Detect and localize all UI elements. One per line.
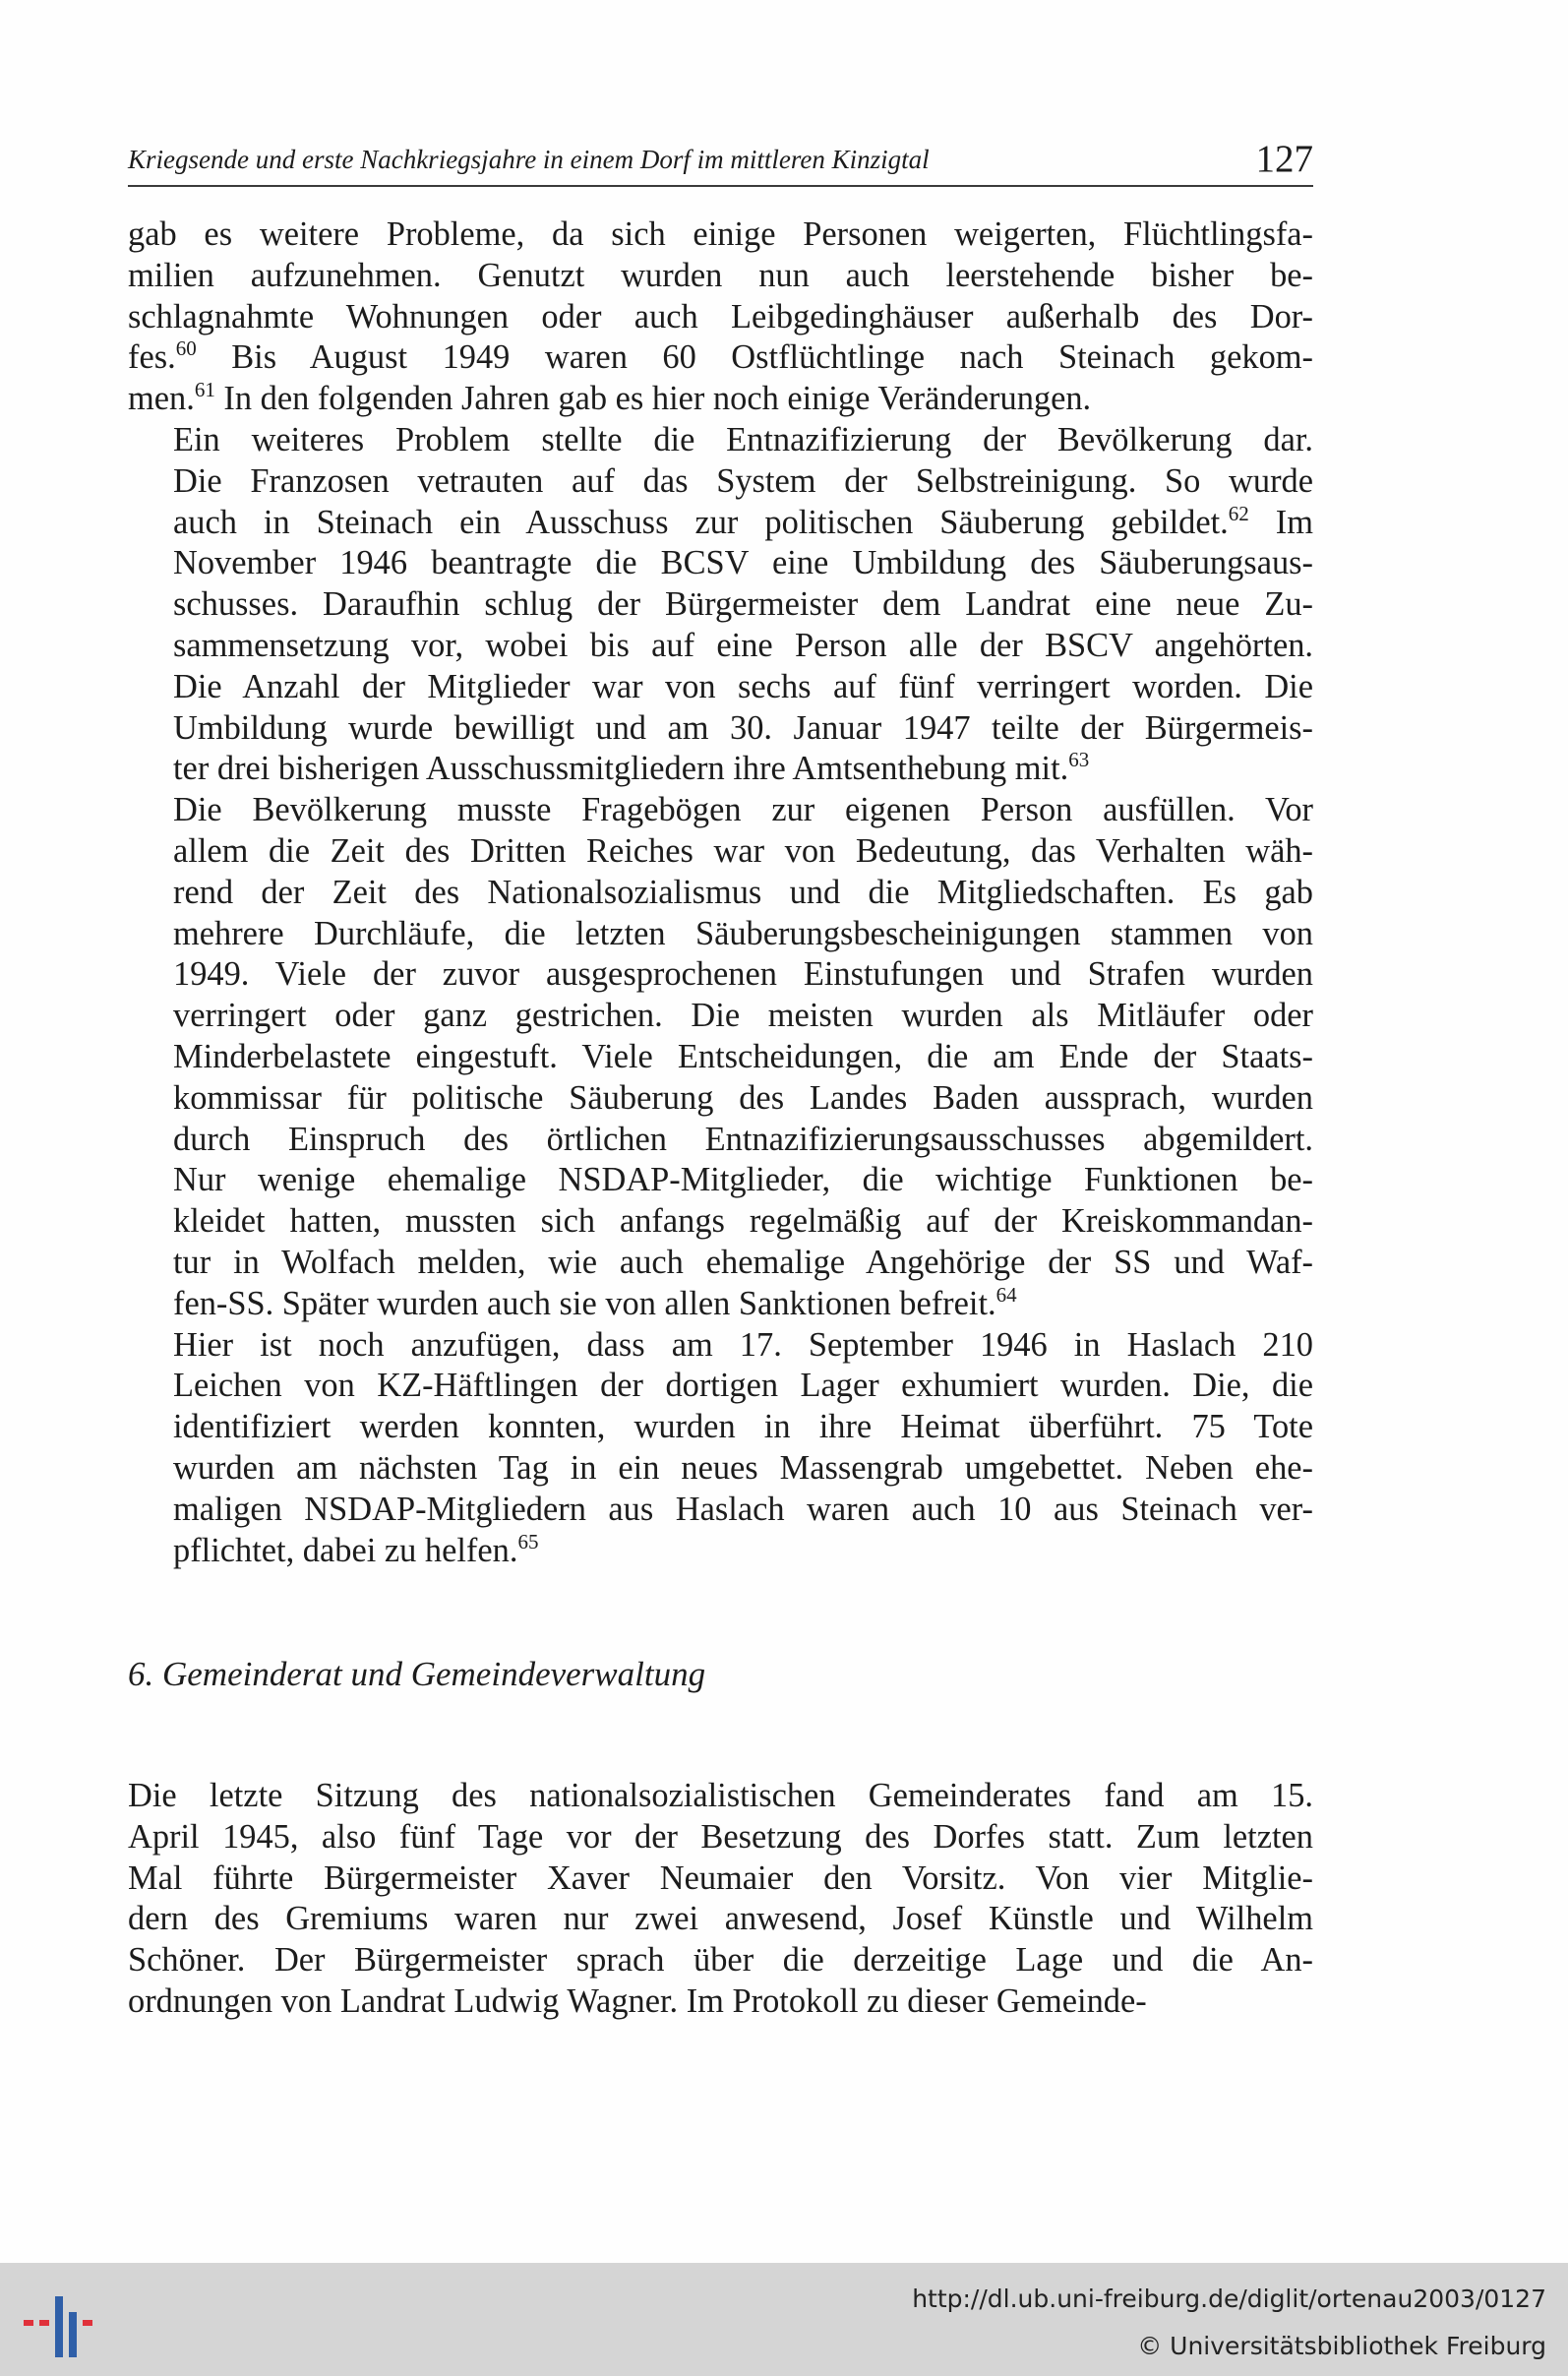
text-run: Mal führte Bürgermeister Xaver Neumaier den Vorsitz. Von vier Mitglie- [128,1858,1313,1897]
text-line [128,708,1313,750]
text-line [128,1407,1313,1448]
text-run: kommissar für politische Säuberung des Landes Baden aussprach, wurden [173,1078,1313,1117]
footnote-ref: 65 [517,1529,539,1554]
text-run: Hier ist noch anzufügen, dass am 17. September 1946 in Haslach 210 [173,1325,1313,1364]
text-line [128,297,1313,338]
text-run: verringert oder ganz gestrichen. Die meisten wurden als Mitläufer oder [173,997,1313,1035]
text-line [128,831,1313,873]
text-line [128,337,1313,379]
paragraph [128,214,1313,420]
paragraph [128,1325,1313,1572]
text-run: maligen NSDAP-Mitgliedern aus Haslach waren auch 10 aus Steinach ver- [173,1490,1313,1528]
text-run: Die letzte Sitzung des nationalsozialistischen Gemeinderates fand am 15. [128,1777,1313,1815]
text-run: Im [1248,503,1313,541]
text-line [128,1284,1313,1325]
text-line [128,1325,1313,1367]
text-run: Die Anzahl der Mitglieder war von sechs auf fünf verringert worden. Die [173,667,1313,705]
text-run: fen-SS. Später wurden auch sie von allen Sanktionen befreit. [173,1284,996,1322]
text-run: gab es weitere Probleme, da sich einige Personen weigerten, Flüchtlingsfa- [128,215,1313,253]
text-line [128,1817,1313,1858]
text-run: Minderbelastete eingestuft. Viele Entscheidungen, die am Ende der Staats- [173,1037,1313,1075]
text-run: kleidet hatten, mussten sich anfangs regelmäßig auf der Kreiskommandan- [173,1202,1313,1241]
text-run: Ein weiteres Problem stellte die Entnazifizierung der Bevölkerung dar. [173,420,1313,458]
text-run: rend der Zeit des Nationalsozialismus und die Mitgliedschaften. Es gab [173,873,1313,911]
text-line [128,1490,1313,1531]
text-line [128,1448,1313,1490]
text-line [128,1120,1313,1161]
paragraphs-after-heading [128,1776,1313,2023]
text-line [128,1037,1313,1078]
footnote-ref: 63 [1068,748,1090,772]
paragraph [128,1776,1313,2023]
text-line [128,1078,1313,1120]
running-head [128,130,1313,187]
footnote-ref: 61 [194,378,215,402]
body-text [128,214,1313,2023]
footnote-ref: 64 [995,1282,1017,1307]
text-line [128,1366,1313,1407]
paragraph [128,790,1313,1324]
text-run: milien aufzunehmen. Genutzt wurden nun auch leerstehende bisher be- [128,256,1313,294]
text-run: tur in Wolfach melden, wie auch ehemalige Angehörige der SS und Waf- [173,1243,1313,1281]
text-line [128,626,1313,667]
text-run: Die Franzosen vetrauten auf das System der Selbstreinigung. So wurde [173,461,1313,500]
text-line [128,1243,1313,1284]
text-run: ter drei bisherigen Ausschussmitgliedern ihre Amtsenthebung mit. [173,750,1069,788]
text-run: ordnungen von Landrat Ludwig Wagner. Im Protokoll zu dieser Gemeinde- [128,1982,1147,2021]
text-run: dern des Gremiums waren nur zwei anwesend, Josef Künstle und Wilhelm [128,1900,1313,1938]
text-line [128,214,1313,256]
running-title: Kriegsende und erste Nachkriegsjahre in einem Dorf im mittleren Kinzigtal [128,145,930,174]
page-number: 127 [1255,138,1313,180]
text-line [128,1531,1313,1572]
text-run: 1949. Viele der zuvor ausgesprochenen Einstufungen und Strafen wurden [173,955,1313,994]
text-line [128,790,1313,831]
text-run: men. [128,380,195,418]
text-line [128,461,1313,503]
text-run: sammensetzung vor, wobei bis auf eine Person alle der BSCV angehörten. [173,626,1313,664]
text-line [128,503,1313,544]
text-run: mehrere Durchläufe, die letzten Säuberungsbescheinigungen stammen von [173,914,1313,952]
footer-bar [0,2263,1568,2376]
text-run: Die Bevölkerung musste Fragebögen zur eigenen Person ausfüllen. Vor [173,791,1313,829]
paragraph [128,420,1313,790]
text-run: pflichtet, dabei zu helfen. [173,1531,518,1569]
text-run: auch in Steinach ein Ausschuss zur politischen Säuberung gebildet. [173,503,1229,541]
text-run: Umbildung wurde bewilligt und am 30. Januar 1947 teilte der Bürgermeis- [173,708,1313,747]
text-line [128,420,1313,461]
text-run: fes. [128,338,176,377]
text-line [128,584,1313,626]
footnote-ref: 62 [1228,501,1249,525]
text-run: durch Einspruch des örtlichen Entnazifizierungsausschusses abgemildert. [173,1120,1313,1158]
footer-copyright: © Universitätsbibliothek Freiburg [1137,2332,1546,2360]
text-run: Schöner. Der Bürgermeister sprach über die derzeitige Lage und die An- [128,1941,1313,1980]
text-run: November 1946 beantragte die BCSV eine Umbildung des Säuberungsaus- [173,544,1313,582]
text-run: Bis August 1949 waren 60 Ostflüchtlinge nach Steinach gekom- [196,338,1313,377]
paragraphs-before-heading [128,214,1313,1571]
text-run: wurden am nächsten Tag in ein neues Massengrab umgebettet. Neben ehe- [173,1448,1313,1487]
text-line [128,1899,1313,1940]
text-run: Nur wenige ehemalige NSDAP-Mitglieder, die wichtige Funktionen be- [173,1161,1313,1199]
text-run: In den folgenden Jahren gab es hier noch einige Veränderungen. [214,380,1092,418]
footer-url-link[interactable]: http://dl.ub.uni-freiburg.de/diglit/ortenau2003/0127 [912,2285,1546,2313]
text-line [128,1776,1313,1817]
text-run: schlagnahmte Wohnungen oder auch Leibgedinghäuser außerhalb des Dor- [128,297,1313,335]
text-line [128,914,1313,955]
text-line [128,1858,1313,1900]
text-run: identifiziert werden konnten, wurden in ihre Heimat überführt. 75 Tote [173,1408,1313,1446]
text-line [128,1981,1313,2023]
text-run: schusses. Daraufhin schlug der Bürgermeister dem Landrat eine neue Zu- [173,585,1313,624]
text-line [128,1940,1313,1981]
text-run: Leichen von KZ-Häftlingen der dortigen Lager exhumiert wurden. Die, die [173,1367,1313,1405]
text-line [128,1201,1313,1243]
text-line [128,749,1313,790]
text-line [128,667,1313,708]
section-heading: 6. Gemeinderat und Gemeindeverwaltung [128,1655,706,1694]
text-run: allem die Zeit des Dritten Reiches war von Bedeutung, das Verhalten wäh- [173,831,1313,870]
text-line [128,379,1313,420]
text-line [128,996,1313,1037]
text-line [128,873,1313,914]
ub-freiburg-logo-icon [22,2283,100,2361]
text-run: April 1945, also fünf Tage vor der Besetzung des Dorfes statt. Zum letzten [128,1817,1313,1856]
footnote-ref: 60 [175,336,197,361]
text-line [128,543,1313,584]
text-line [128,1160,1313,1201]
text-line [128,256,1313,297]
text-line [128,954,1313,996]
